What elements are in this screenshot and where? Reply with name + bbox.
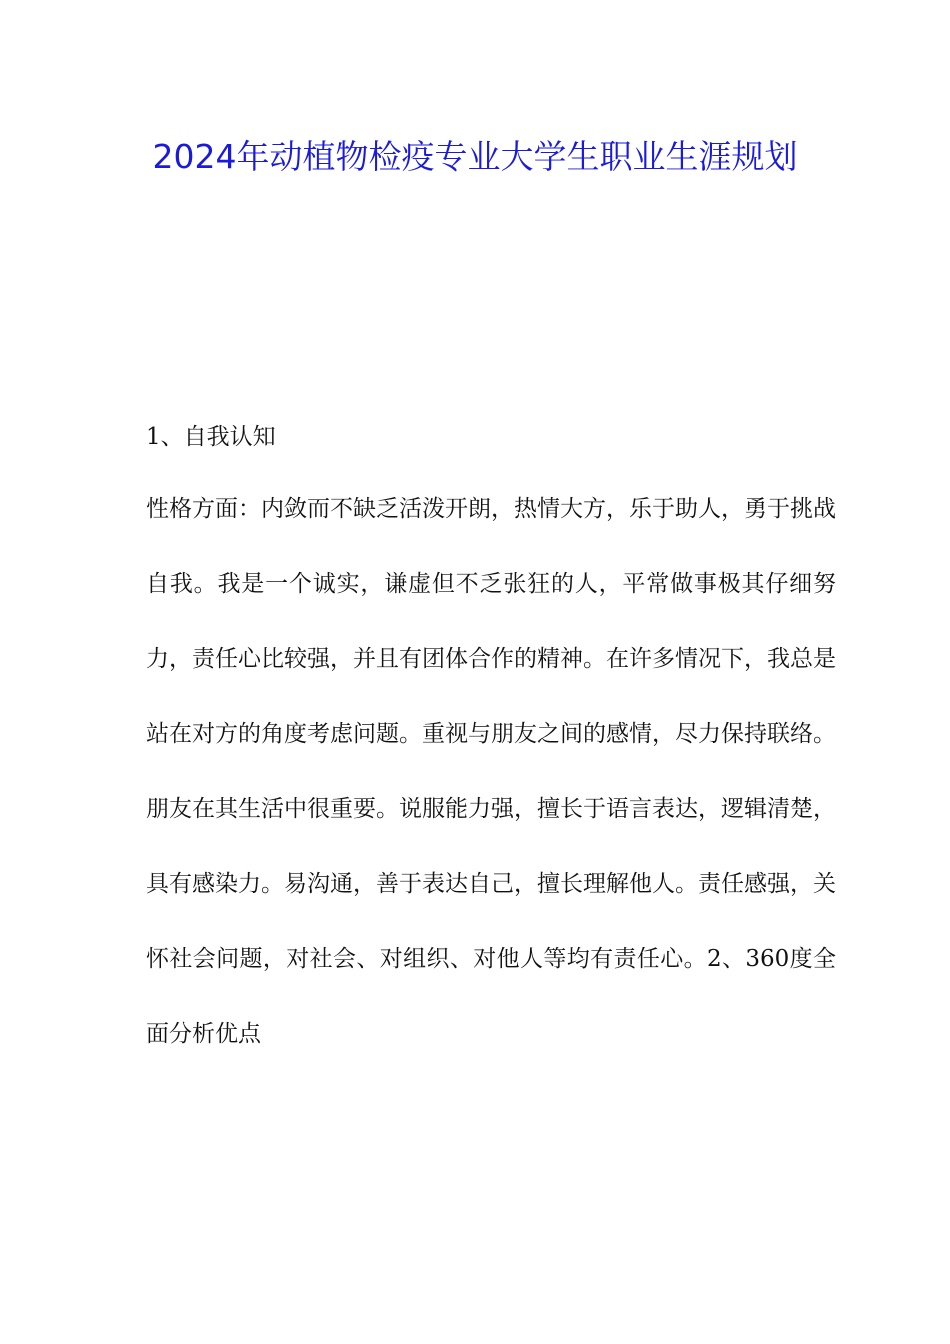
document-title: 2024年动植物检疫专业大学生职业生涯规划 bbox=[152, 137, 798, 176]
body-paragraph: 性格方面：内敛而不缺乏活泼开朗，热情大方，乐于助人，勇于挑战自我。我是一个诚实，谦虚但不乏张狂的人，平常做事极其仔细努力，责任心比较强，并且有团体合作的精神。在许多情况下，我总是站在对方的角度考虑问题。重视与朋友之间的感情，尽力保持联络。朋友在其生活中很重要。说服能力强，擅长于语言表达，逻辑清楚，具有感染力。易沟通，善于表达自己，擅长理解他人。责任感强，关怀社会问题，对社会、对组织、对他人等均有责任心。2、360度全面分析优点 bbox=[146, 496, 836, 1047]
section-heading: 1、自我认知 bbox=[146, 424, 276, 450]
